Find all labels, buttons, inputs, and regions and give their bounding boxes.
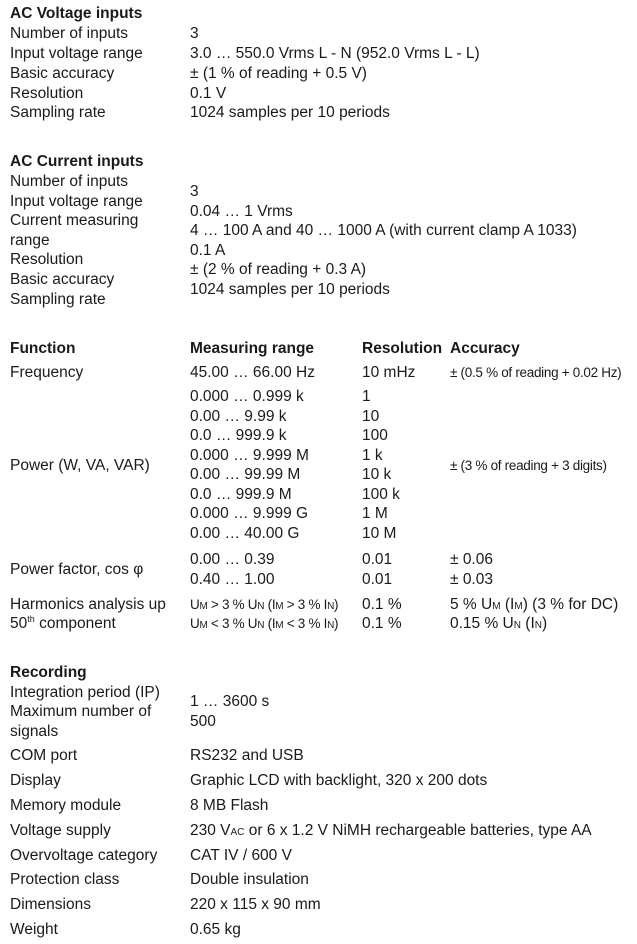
- table-cell-range: 0.00 … 40.00 G: [190, 525, 300, 542]
- table-cell-range: UM < 3 % UN (IM < 3 % IN): [190, 616, 339, 631]
- spec-value: 0.1 A: [190, 242, 226, 259]
- spec-label: Number of inputs: [10, 173, 129, 190]
- table-cell-resolution: 100: [362, 427, 388, 444]
- section-heading-ac-current: AC Current inputs: [10, 153, 144, 170]
- table-cell-range: 0.0 … 999.9 k: [190, 427, 287, 444]
- table-row-label: Power factor, cos φ: [10, 561, 144, 578]
- spec-value: 8 MB Flash: [190, 797, 269, 814]
- spec-value: 3.0 … 550.0 Vrms L - N (952.0 Vrms L - L): [190, 45, 480, 62]
- table-cell-accuracy: ± 0.03: [450, 571, 493, 588]
- section-heading-recording: Recording: [10, 664, 87, 681]
- spec-label: Voltage supply: [10, 822, 111, 839]
- table-cell-resolution: 100 k: [362, 486, 400, 503]
- table-row-label: [10, 614, 116, 634]
- spec-value: 1024 samples per 10 periods: [190, 281, 390, 298]
- spec-value: 0.65 kg: [190, 921, 241, 938]
- table-cell-range: 0.00 … 99.99 M: [190, 466, 301, 483]
- table-cell-resolution: 10 k: [362, 466, 392, 483]
- spec-label: Overvoltage category: [10, 847, 158, 864]
- spec-value: 0.1 V: [190, 85, 227, 102]
- spec-label: Number of inputs: [10, 25, 129, 42]
- table-row-label: Power (W, VA, VAR): [10, 457, 150, 474]
- table-cell-accuracy: ± (3 % of reading + 3 digits): [450, 458, 607, 473]
- table-header-range: Measuring range: [190, 340, 315, 357]
- ordinal-suffix: th: [27, 613, 35, 624]
- spec-label: Memory module: [10, 797, 122, 814]
- table-cell-resolution: 1 M: [362, 505, 388, 522]
- table-cell-accuracy: ± 0.06: [450, 551, 493, 568]
- table-header-resolution: Resolution: [362, 340, 443, 357]
- spec-value: 3: [190, 183, 199, 200]
- spec-label: Weight: [10, 921, 58, 938]
- table-cell-range: 0.40 … 1.00: [190, 571, 275, 588]
- spec-value: Double insulation: [190, 871, 309, 888]
- spec-value: 0.04 … 1 Vrms: [190, 203, 293, 220]
- spec-value: Graphic LCD with backlight, 320 x 200 dots: [190, 772, 488, 789]
- spec-label: Maximum number of: [10, 703, 152, 720]
- ordinal-number: 50: [10, 615, 28, 632]
- table-cell-range: UM > 3 % UN (IM > 3 % IN): [190, 597, 339, 612]
- spec-value: ± (2 % of reading + 0.3 A): [190, 261, 367, 278]
- spec-value: 230 VAC or 6 x 1.2 V NiMH rechargeable batteries, type AA: [190, 822, 592, 839]
- spec-value: 1 … 3600 s: [190, 693, 270, 710]
- table-cell-range: 0.000 … 9.999 M: [190, 447, 309, 464]
- table-cell-range: 0.00 … 9.99 k: [190, 408, 287, 425]
- spec-label: Protection class: [10, 871, 120, 888]
- spec-value: 4 … 100 A and 40 … 1000 A (with current clamp A 1033): [190, 222, 577, 239]
- spec-label: Basic accuracy: [10, 271, 115, 288]
- spec-value: 3: [190, 25, 199, 42]
- table-cell-range: 45.00 … 66.00 Hz: [190, 364, 315, 381]
- label-rest: component: [34, 615, 116, 632]
- table-cell-resolution: 1: [362, 388, 371, 405]
- spec-label: Sampling rate: [10, 104, 106, 121]
- table-header-function: Function: [10, 340, 76, 357]
- spec-label: Current measuring: [10, 212, 139, 229]
- spec-value: ± (1 % of reading + 0.5 V): [190, 65, 367, 82]
- spec-value: 500: [190, 713, 216, 730]
- table-cell-accuracy: ± (0.5 % of reading + 0.02 Hz): [450, 365, 622, 380]
- table-cell-resolution: 10: [362, 408, 380, 425]
- table-header-accuracy: Accuracy: [450, 340, 520, 357]
- table-cell-range: 0.000 … 0.999 k: [190, 388, 304, 405]
- spec-label: Basic accuracy: [10, 65, 115, 82]
- spec-label: Input voltage range: [10, 45, 143, 62]
- spec-label: Resolution: [10, 85, 84, 102]
- table-cell-accuracy: 5 % UM (IM) (3 % for DC): [450, 596, 619, 613]
- table-cell-range: 0.0 … 999.9 M: [190, 486, 292, 503]
- spec-label: range: [10, 232, 50, 249]
- table-row-label: Frequency: [10, 364, 84, 381]
- spec-value: RS232 and USB: [190, 747, 304, 764]
- table-cell-resolution: 0.01: [362, 571, 393, 588]
- spec-value: 220 x 115 x 90 mm: [190, 896, 321, 913]
- table-cell-accuracy: 0.15 % UN (IN): [450, 615, 548, 632]
- table-cell-resolution: 1 k: [362, 447, 383, 464]
- spec-label: Display: [10, 772, 61, 789]
- table-cell-resolution: 0.01: [362, 551, 393, 568]
- table-cell-resolution: 10 M: [362, 525, 397, 542]
- section-heading-ac-voltage: AC Voltage inputs: [10, 5, 143, 22]
- spec-label: Dimensions: [10, 896, 91, 913]
- table-cell-resolution: 10 mHz: [362, 364, 416, 381]
- spec-label: Input voltage range: [10, 193, 143, 210]
- spec-value: 1024 samples per 10 periods: [190, 104, 390, 121]
- spec-label: COM port: [10, 747, 78, 764]
- table-cell-range: 0.00 … 0.39: [190, 551, 275, 568]
- table-cell-resolution: 0.1 %: [362, 596, 402, 613]
- table-cell-range: 0.000 … 9.999 G: [190, 505, 309, 522]
- spec-label: Sampling rate: [10, 291, 106, 308]
- spec-label: Resolution: [10, 251, 84, 268]
- spec-value: CAT IV / 600 V: [190, 847, 292, 864]
- table-row-label: Harmonics analysis up: [10, 596, 166, 613]
- spec-label: signals: [10, 723, 59, 740]
- table-cell-resolution: 0.1 %: [362, 615, 402, 632]
- spec-label: Integration period (IP): [10, 684, 160, 701]
